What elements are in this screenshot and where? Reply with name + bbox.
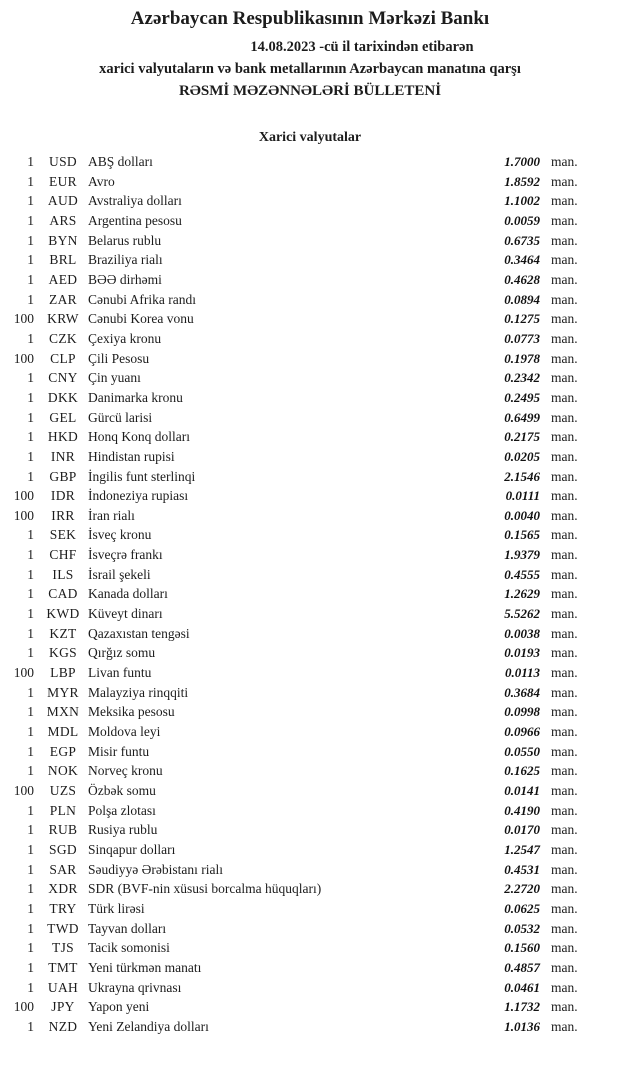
currency-name: Qazaxıstan tengəsi: [88, 625, 190, 641]
unit-label: man.: [551, 763, 578, 779]
currency-name: Argentina pesosu: [88, 212, 182, 228]
currency-quantity: 100: [13, 350, 34, 366]
currency-name: Tayvan dolları: [88, 920, 167, 936]
currency-name: SDR (BVF-nin xüsusi borcalma hüquqları): [88, 881, 322, 897]
table-row: [0, 329, 620, 349]
currency-name: Danimarka kronu: [88, 389, 183, 405]
currency-quantity: 1: [27, 822, 34, 838]
table-row: [0, 702, 620, 722]
currency-name: Kanada dolları: [88, 586, 168, 602]
currency-code: SAR: [49, 861, 77, 877]
unit-label: man.: [551, 802, 578, 818]
unit-label: man.: [551, 468, 578, 484]
currency-code: AED: [48, 271, 78, 287]
currency-code: NOK: [47, 763, 79, 779]
table-row: [0, 1017, 620, 1037]
currency-quantity: 1: [27, 291, 34, 307]
currency-quantity: 1: [27, 1018, 34, 1034]
currency-code: ARS: [49, 212, 77, 228]
rate-value: 0.1560: [504, 940, 540, 956]
table-row: [0, 801, 620, 821]
currency-quantity: 1: [27, 429, 34, 445]
currency-code: RUB: [48, 822, 78, 838]
table-row: [0, 860, 620, 880]
table-row: [0, 604, 620, 624]
currency-quantity: 1: [27, 724, 34, 740]
unit-label: man.: [551, 959, 578, 975]
currency-quantity: 1: [27, 881, 34, 897]
currency-code: SEK: [49, 527, 77, 543]
currency-name: İndoneziya rupiası: [88, 488, 189, 504]
unit-label: man.: [551, 409, 578, 425]
rate-value: 0.3684: [504, 684, 540, 700]
currency-quantity: 100: [13, 311, 34, 327]
rate-value: 0.0141: [504, 783, 540, 798]
unit-label: man.: [551, 861, 578, 877]
currency-code: ILS: [52, 566, 74, 582]
unit-label: man.: [551, 881, 578, 897]
rate-value: 0.0059: [504, 212, 540, 228]
unit-label: man.: [551, 743, 578, 759]
currency-name: Çin yuanı: [88, 370, 141, 386]
rate-value: 0.0625: [504, 900, 540, 916]
currency-name: Ukrayna qrivnası: [88, 979, 182, 995]
unit-label: man.: [551, 566, 578, 582]
unit-label: man.: [551, 271, 578, 287]
currency-code: KWD: [46, 606, 80, 622]
rate-value: 0.2495: [504, 389, 540, 405]
currency-name: Norveç kronu: [88, 763, 163, 779]
currency-quantity: 1: [27, 370, 34, 386]
currency-name: Özbək somu: [88, 783, 156, 798]
currency-quantity: 100: [13, 507, 34, 523]
table-row: [0, 172, 620, 192]
currency-quantity: 1: [27, 704, 34, 720]
rate-value: 1.1002: [504, 193, 540, 209]
currency-quantity: 1: [27, 645, 34, 661]
bulletin-title: RƏSMİ MƏZƏNNƏLƏRİ BÜLLETENİ: [178, 83, 442, 99]
unit-label: man.: [551, 920, 578, 936]
rate-value: 0.1625: [504, 763, 540, 779]
currency-code: BYN: [48, 232, 78, 248]
currency-quantity: 1: [27, 841, 34, 857]
table-row: [0, 270, 620, 290]
table-row: [0, 349, 620, 369]
rate-value: 0.6735: [504, 232, 540, 248]
rate-value: 0.0205: [504, 448, 540, 464]
rate-value: 0.4628: [504, 271, 540, 287]
currency-code: INR: [50, 448, 76, 464]
table-row: [0, 506, 620, 526]
currency-name: İran rialı: [88, 507, 135, 523]
rate-value: 1.2547: [504, 841, 540, 857]
exchange-rates-table: [0, 152, 620, 1037]
currency-code: GEL: [49, 409, 77, 425]
rate-value: 0.0532: [504, 920, 540, 936]
currency-quantity: 1: [27, 684, 34, 700]
rate-value: 0.0170: [504, 822, 540, 838]
currency-code: XDR: [48, 881, 78, 897]
currency-code: EGP: [49, 743, 77, 759]
currency-code: AUD: [47, 193, 79, 209]
rate-value: 0.0040: [504, 507, 540, 523]
currency-name: Honq Konq dolları: [88, 429, 190, 445]
currency-name: Səudiyyə Ərəbistanı rialı: [88, 861, 223, 877]
currency-code: BRL: [49, 252, 77, 268]
currency-quantity: 1: [27, 448, 34, 464]
currency-quantity: 1: [27, 940, 34, 956]
rate-value: 5.5262: [504, 606, 540, 622]
currency-quantity: 1: [27, 547, 34, 563]
currency-code: IDR: [50, 488, 76, 504]
unit-label: man.: [551, 350, 578, 366]
currency-quantity: 1: [27, 409, 34, 425]
currency-quantity: 100: [13, 488, 34, 504]
currency-code: KRW: [47, 311, 79, 327]
currency-name: BƏƏ dirhəmi: [88, 271, 162, 287]
rate-value: 1.2629: [504, 586, 540, 602]
currency-quantity: 1: [27, 861, 34, 877]
table-row: [0, 820, 620, 840]
rate-value: 1.1732: [504, 999, 540, 1015]
table-row: [0, 388, 620, 408]
table-row: [0, 467, 620, 487]
currency-name: Hindistan rupisi: [88, 448, 175, 464]
currency-name: İsrail şekeli: [88, 566, 151, 582]
table-row: [0, 683, 620, 703]
currency-name: Sinqapur dolları: [88, 841, 176, 857]
currency-name: İngilis funt sterlinqi: [88, 468, 196, 484]
table-row: [0, 486, 620, 506]
currency-name: Cənubi Afrika randı: [88, 291, 196, 307]
unit-label: man.: [551, 370, 578, 386]
currency-name: Yeni Zelandiya dolları: [88, 1018, 209, 1034]
unit-label: man.: [551, 448, 578, 464]
table-row: [0, 290, 620, 310]
currency-code: UAH: [47, 979, 79, 995]
currency-code: EUR: [49, 173, 77, 189]
unit-label: man.: [551, 193, 578, 209]
currency-code: TWD: [47, 920, 79, 936]
currency-quantity: 1: [27, 232, 34, 248]
table-row: [0, 152, 620, 172]
currency-quantity: 1: [27, 252, 34, 268]
unit-label: man.: [551, 783, 578, 798]
unit-label: man.: [551, 429, 578, 445]
rate-value: 0.0461: [504, 979, 540, 995]
currency-name: İsveçrə frankı: [88, 547, 163, 563]
currency-code: CNY: [48, 370, 78, 386]
table-row: [0, 545, 620, 565]
effective-date-line: 14.08.2023 -cü il tarixindən etibarən: [250, 39, 474, 55]
currency-code: GBP: [49, 468, 77, 484]
rate-value: 0.0550: [504, 743, 540, 759]
currency-quantity: 1: [27, 527, 34, 543]
rate-value: 0.0773: [504, 330, 540, 346]
currency-code: HKD: [47, 429, 79, 445]
unit-label: man.: [551, 900, 578, 916]
currency-name: Rusiya rublu: [88, 822, 158, 838]
rate-value: 0.0038: [504, 625, 540, 641]
table-row: [0, 408, 620, 428]
rate-value: 0.3464: [504, 252, 540, 268]
currency-code: LBP: [50, 665, 76, 681]
table-row: [0, 899, 620, 919]
currency-code: UZS: [49, 783, 77, 798]
rate-value: 0.0998: [504, 704, 540, 720]
currency-code: MXN: [46, 704, 80, 720]
currency-quantity: 1: [27, 959, 34, 975]
currency-quantity: 1: [27, 743, 34, 759]
unit-label: man.: [551, 330, 578, 346]
currency-code: KGS: [49, 645, 77, 661]
currency-quantity: 1: [27, 586, 34, 602]
currency-name: Polşa zlotası: [88, 802, 156, 818]
table-row: [0, 742, 620, 762]
currency-code: JPY: [51, 999, 75, 1015]
currency-name: Küveyt dinarı: [88, 606, 163, 622]
currency-code: NZD: [48, 1018, 78, 1034]
rate-value: 1.9379: [504, 547, 540, 563]
table-row: [0, 231, 620, 251]
rate-value: 2.2720: [504, 881, 540, 897]
rate-value: 1.0136: [504, 1018, 540, 1034]
currency-quantity: 1: [27, 625, 34, 641]
rate-value: 0.1275: [504, 311, 540, 327]
currency-quantity: 1: [27, 802, 34, 818]
unit-label: man.: [551, 507, 578, 523]
currency-code: CZK: [49, 330, 77, 346]
currency-code: CLP: [50, 350, 76, 366]
rate-value: 0.4555: [504, 566, 540, 582]
rate-value: 1.8592: [504, 173, 540, 189]
currency-quantity: 1: [27, 920, 34, 936]
unit-label: man.: [551, 488, 578, 504]
table-row: [0, 919, 620, 939]
table-row: [0, 191, 620, 211]
currency-name: İsveç kronu: [88, 527, 152, 543]
table-row: [0, 840, 620, 860]
unit-label: man.: [551, 999, 578, 1015]
currency-quantity: 1: [27, 389, 34, 405]
currency-code: PLN: [49, 802, 77, 818]
currency-code: IRR: [51, 507, 75, 523]
rate-value: 0.4857: [504, 959, 540, 975]
rate-value: 0.4531: [504, 861, 540, 877]
currency-quantity: 100: [13, 783, 34, 798]
currency-quantity: 100: [13, 665, 34, 681]
table-row: [0, 584, 620, 604]
currency-name: Livan funtu: [88, 665, 152, 681]
currency-code: DKK: [47, 389, 79, 405]
unit-label: man.: [551, 606, 578, 622]
currency-name: Malayziya rinqqiti: [88, 684, 189, 700]
currency-name: Avro: [88, 173, 115, 189]
table-row: [0, 781, 620, 801]
unit-label: man.: [551, 724, 578, 740]
currency-quantity: 1: [27, 154, 34, 169]
unit-label: man.: [551, 704, 578, 720]
rate-value: 0.4190: [504, 802, 540, 818]
currency-name: Meksika pesosu: [88, 704, 175, 720]
unit-label: man.: [551, 252, 578, 268]
unit-label: man.: [551, 389, 578, 405]
table-row: [0, 997, 620, 1017]
unit-label: man.: [551, 979, 578, 995]
currency-name: Braziliya rialı: [88, 252, 163, 268]
table-row: [0, 978, 620, 998]
table-row: [0, 663, 620, 683]
currency-code: SGD: [49, 841, 77, 857]
currency-code: ZAR: [49, 291, 77, 307]
table-row: [0, 565, 620, 585]
currency-name: Belarus rublu: [88, 232, 162, 248]
currency-code: MYR: [47, 684, 79, 700]
unit-label: man.: [551, 841, 578, 857]
unit-label: man.: [551, 665, 578, 681]
currency-code: KZT: [49, 625, 77, 641]
rate-value: 0.2175: [504, 429, 540, 445]
unit-label: man.: [551, 625, 578, 641]
unit-label: man.: [551, 173, 578, 189]
currency-code: MDL: [47, 724, 79, 740]
unit-label: man.: [551, 1018, 578, 1034]
rate-value: 0.0966: [504, 724, 540, 740]
unit-label: man.: [551, 940, 578, 956]
table-row: [0, 309, 620, 329]
unit-label: man.: [551, 527, 578, 543]
bank-title: Azərbaycan Respublikasının Mərkəzi Bankı: [130, 8, 490, 29]
table-row: [0, 624, 620, 644]
currency-code: CAD: [48, 586, 78, 602]
unit-label: man.: [551, 232, 578, 248]
currency-quantity: 1: [27, 763, 34, 779]
currency-quantity: 100: [13, 999, 34, 1015]
currency-quantity: 1: [27, 173, 34, 189]
table-row: [0, 958, 620, 978]
rate-value: 0.2342: [504, 370, 540, 386]
currency-name: Yeni türkmən manatı: [88, 959, 202, 975]
table-row: [0, 938, 620, 958]
rate-value: 0.0193: [504, 645, 540, 661]
rate-value: 0.0111: [505, 488, 540, 504]
currency-quantity: 1: [27, 271, 34, 287]
table-row: [0, 722, 620, 742]
currency-code: CHF: [49, 547, 77, 563]
currency-quantity: 1: [27, 212, 34, 228]
currency-quantity: 1: [27, 193, 34, 209]
currency-code: USD: [49, 154, 77, 169]
unit-label: man.: [551, 291, 578, 307]
currency-name: Qırğız somu: [88, 645, 156, 661]
rate-value: 0.1565: [504, 527, 540, 543]
rate-value: 0.0113: [504, 665, 540, 681]
currency-code: TJS: [52, 940, 74, 956]
currency-name: ABŞ dolları: [88, 154, 153, 169]
currency-name: Çili Pesosu: [88, 350, 150, 366]
table-row: [0, 368, 620, 388]
rate-value: 1.7000: [504, 154, 540, 169]
currency-name: Gürcü larisi: [88, 409, 153, 425]
currency-quantity: 1: [27, 566, 34, 582]
table-row: [0, 211, 620, 231]
rate-value: 0.6499: [504, 409, 540, 425]
currency-name: Türk lirəsi: [88, 900, 145, 916]
currency-quantity: 1: [27, 468, 34, 484]
unit-label: man.: [551, 212, 578, 228]
currency-quantity: 1: [27, 900, 34, 916]
currency-quantity: 1: [27, 979, 34, 995]
table-row: [0, 250, 620, 270]
table-row: [0, 525, 620, 545]
unit-label: man.: [551, 645, 578, 661]
unit-label: man.: [551, 586, 578, 602]
currency-name: Çexiya kronu: [88, 330, 162, 346]
table-row: [0, 427, 620, 447]
unit-label: man.: [551, 684, 578, 700]
currency-code: TMT: [48, 959, 78, 975]
currency-code: TRY: [49, 900, 77, 916]
table-row: [0, 447, 620, 467]
currency-quantity: 1: [27, 606, 34, 622]
subject-line: xarici valyutaların və bank metallarının Azərbaycan manatına qarşı: [99, 61, 521, 77]
rate-value: 2.1546: [504, 468, 540, 484]
rate-value: 0.0894: [504, 291, 540, 307]
section-title-foreign-currencies: Xarici valyutalar: [258, 130, 362, 145]
rate-value: 0.1978: [504, 350, 540, 366]
currency-name: Cənubi Korea vonu: [88, 311, 194, 327]
unit-label: man.: [551, 822, 578, 838]
table-row: [0, 643, 620, 663]
currency-name: Moldova leyi: [88, 724, 161, 740]
unit-label: man.: [551, 547, 578, 563]
currency-name: Avstraliya dolları: [88, 193, 182, 209]
unit-label: man.: [551, 154, 578, 169]
unit-label: man.: [551, 311, 578, 327]
currency-name: Misir funtu: [88, 743, 150, 759]
currency-name: Tacik somonisi: [88, 940, 170, 956]
table-row: [0, 879, 620, 899]
currency-name: Yapon yeni: [88, 999, 150, 1015]
table-row: [0, 761, 620, 781]
currency-quantity: 1: [27, 330, 34, 346]
